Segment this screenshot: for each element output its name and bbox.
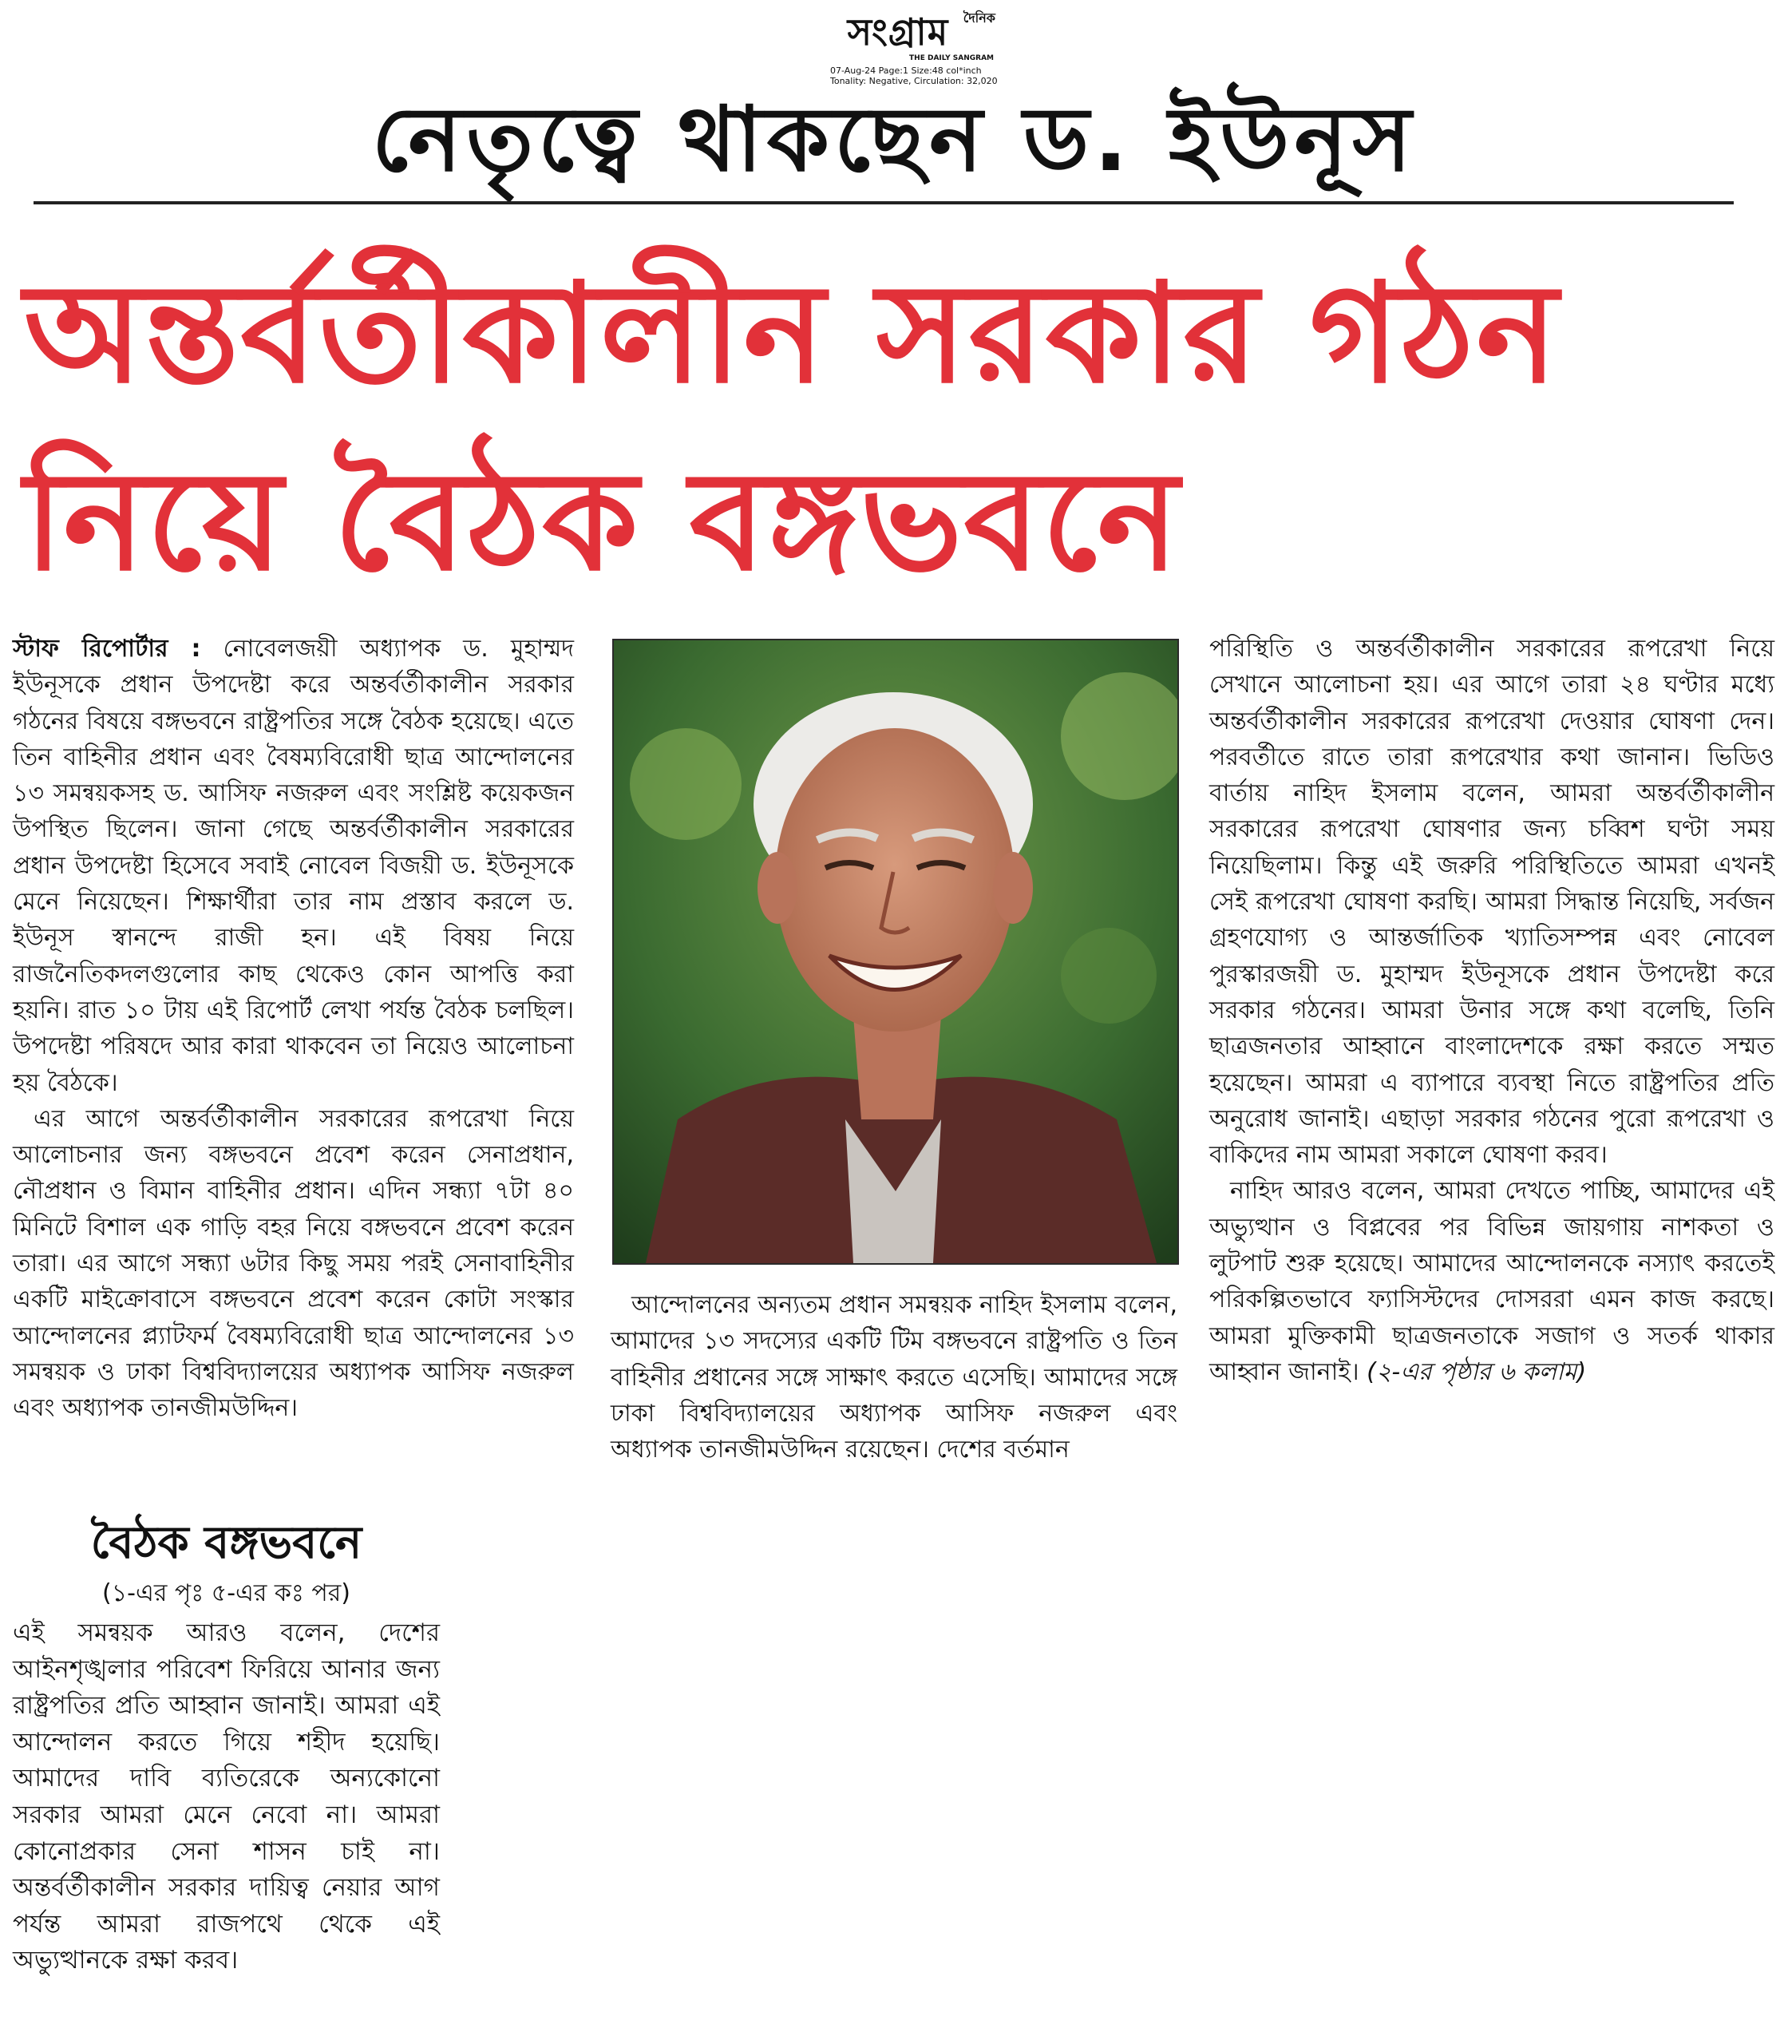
article-paragraph: পরিস্থিতি ও অন্তর্বর্তীকালীন সরকারের রূপরেখা নিয়ে সেখানে আলোচনা হয়। এর আগে তারা ২৪ ঘণ্টার মধ্যে অন্তর্বর্তীকালীন সরকারের রূপরেখা দেওয়ার ঘোষণা দেন। পরবর্তীতে রাতে তারা রূপরেখার কথা জানান। ভিডিও বার্তায় নাহিদ ইসলাম বলেন, আমরা অন্তর্বর্তীকালীন সরকারের রূপরেখা ঘোষণার জন্য চব্বিশ ঘণ্টা সময় নিয়েছিলাম। কিন্তু এই জরুরি পরিস্থিতিতে আমরা এখনই সেই রূপরেখা ঘোষণা করছি। আমরা সিদ্ধান্ত নিয়েছি, সর্বজন গ্রহণযোগ্য ও আন্তর্জাতিক খ্যাতিসম্পন্ন এবং নোবেল পুরস্কারজয়ী ড. মুহাম্মদ ইউনূসকে প্রধান উপদেষ্টা করে সরকার গঠনের। আমরা উনার সঙ্গে কথা বলেছি, তিনি ছাত্রজনতার আহ্বানে বাংলাদেশকে রক্ষা করতে সম্মত হয়েছেন। আমরা এ ব্যাপারে ব্যবস্থা নিতে রাষ্ট্রপতির প্রতি অনুরোধ জানাই। এছাড়া সরকার গঠনের পুরো রূপরেখা ও বাকিদের নাম আমরা সকালে ঘোষণা করব। xyxy=(1209,635,1775,1170)
jump-section xyxy=(13,1511,440,1979)
article-paragraph xyxy=(13,631,574,1101)
clipping-meta-line-1: 07-Aug-24 Page:1 Size:48 col*inch xyxy=(830,65,982,76)
portrait-illustration xyxy=(614,640,1177,1263)
newspaper-english-name: THE DAILY SANGRAM xyxy=(909,54,994,62)
masthead xyxy=(794,6,1002,86)
jump-body: এই সমন্বয়ক আরও বলেন, দেশের আইনশৃঙ্খলার পরিবেশ ফিরিয়ে আনার জন্য রাষ্ট্রপতির প্রতি আহ্বান জানাই। আমরা এই আন্দোলন করতে গিয়ে শহীদ হয়েছি। আমাদের দাবি ব্যতিরেকে অন্যকোনো সরকার আমরা মেনে নেবো না। আমরা কোনোপ্রকার সেনা শাসন চাই না। অন্তর্বর্তীকালীন সরকার দায়িত্ব নেয়ার আগ পর্যন্ত আমরা রাজপথে থেকে এই অভ্যুত্থানকে রক্ষা করব। xyxy=(13,1618,440,1975)
kicker-rule xyxy=(34,201,1734,204)
kicker-headline: নেতৃত্বে থাকছেন ড. ইউনূস xyxy=(371,88,1417,192)
continued-note: (২-এর পৃষ্ঠার ৬ কলাম) xyxy=(1367,1357,1587,1386)
article-paragraph xyxy=(1209,1173,1774,1390)
article-column-1 xyxy=(13,631,574,1427)
paragraph-text: নাহিদ আরও বলেন, আমরা দেখতে পাচ্ছি, আমাদের এই অভ্যুত্থান ও বিপ্লবের পর বিভিন্ন জায়গায় নাশকতা ও লুটপাট শুরু হয়েছে। আমাদের আন্দোলনকে নস্যাৎ করতেই পরিকল্পিতভাবে ফ্যাসিস্টদের দোসররা এমন কাজ করছে। আমরা মুক্তিকামী ছাত্রজনতাকে সজাগ ও সতর্ক থাকার আহ্বান জানাই। xyxy=(1209,1177,1774,1386)
clipping-meta-line-2: Tonality: Negative, Circulation: 32,020 xyxy=(830,76,998,86)
headline-line-2: নিয়ে বৈঠক বঙ্গভবনে xyxy=(24,441,1181,601)
byline: স্টাফ রিপোর্টার : xyxy=(13,635,201,663)
portrait-photo xyxy=(612,639,1179,1265)
headline-line-1: অন্তর্বর্তীকালীন সরকার গঠন xyxy=(24,253,1560,414)
main-headline xyxy=(24,240,1780,615)
masthead-daily-label: দৈনিক xyxy=(963,10,995,26)
paragraph-text: নোবেলজয়ী অধ্যাপক ড. মুহাম্মদ ইউনূসকে প্রধান উপদেষ্টা করে অন্তর্বর্তীকালীন সরকার গঠনের বিষয়ে বঙ্গভবনে রাষ্ট্রপতির সঙ্গে বৈঠক হয়েছে। এতে তিন বাহিনীর প্রধান এবং বৈষম্যবিরোধী ছাত্র আন্দোলনের ১৩ সমন্বয়কসহ ড. আসিফ নজরুল এবং সংশ্লিষ্ট কয়েকজন উপস্থিত ছিলেন। জানা গেছে অন্তর্বর্তীকালীন সরকারের প্রধান উপদেষ্টা হিসেবে সবাই নোবেল বিজয়ী ড. ইউনূসকে মেনে নিয়েছেন। শিক্ষার্থীরা তার নাম প্রস্তাব করলে ড. ইউনূস স্বানন্দে রাজী হন। এই বিষয় নিয়ে রাজনৈতিকদলগুলোর কাছ থেকেও কোন আপত্তি করা হয়নি। রাত ১০ টায় এই রিপোর্ট লেখা পর্যন্ত বৈঠক চলছিল। উপদেষ্টা পরিষদে আর কারা থাকবেন তা নিয়েও আলোচনা হয় বৈঠকে। xyxy=(13,635,574,1097)
article-paragraph: এর আগে অন্তর্বর্তীকালীন সরকারের রূপরেখা নিয়ে আলোচনার জন্য বঙ্গভবনে প্রবেশ করেন সেনাপ্রধান, নৌপ্রধান ও বিমান বাহিনীর প্রধান। এদিন সন্ধ্যা ৭টা ৪০ মিনিটে বিশাল এক গাড়ি বহর নিয়ে বঙ্গভবনে প্রবেশ করেন তারা। এর আগে সন্ধ্যা ৬টার কিছু সময় পরই সেনাবাহিনীর একটি মাইক্রোবাসে বঙ্গভবনে প্রবেশ করেন কোটা সংস্কার আন্দোলনের প্ল্যাটফর্ম বৈষম্যবিরোধী ছাত্র আন্দোলনের ১৩ সমন্বয়ক ও ঢাকা বিশ্ববিদ্যালয়ের অধ্যাপক আসিফ নজরুল এবং অধ্যাপক তানজীমউদ্দিন। xyxy=(13,1104,574,1423)
article-column-2 xyxy=(611,1287,1177,1468)
newspaper-logo: সংগ্রাম xyxy=(847,10,949,53)
jump-title: বৈঠক বঙ্গভবনে xyxy=(90,1517,362,1569)
jump-subtitle: (১-এর পৃঃ ৫-এর কঃ পর) xyxy=(102,1579,350,1607)
article-column-3 xyxy=(1209,631,1774,1390)
article-paragraph: আন্দোলনের অন্যতম প্রধান সমন্বয়ক নাহিদ ইসলাম বলেন, আমাদের ১৩ সদস্যের একটি টিম বঙ্গভবনে রাষ্ট্রপতি ও তিন বাহিনীর প্রধানের সঙ্গে সাক্ষাৎ করতে এসেছি। আমাদের সঙ্গে ঢাকা বিশ্ববিদ্যালয়ের অধ্যাপক আসিফ নজরুল এবং অধ্যাপক তানজীমউদ্দিন রয়েছেন। দেশের বর্তমান xyxy=(611,1291,1177,1464)
